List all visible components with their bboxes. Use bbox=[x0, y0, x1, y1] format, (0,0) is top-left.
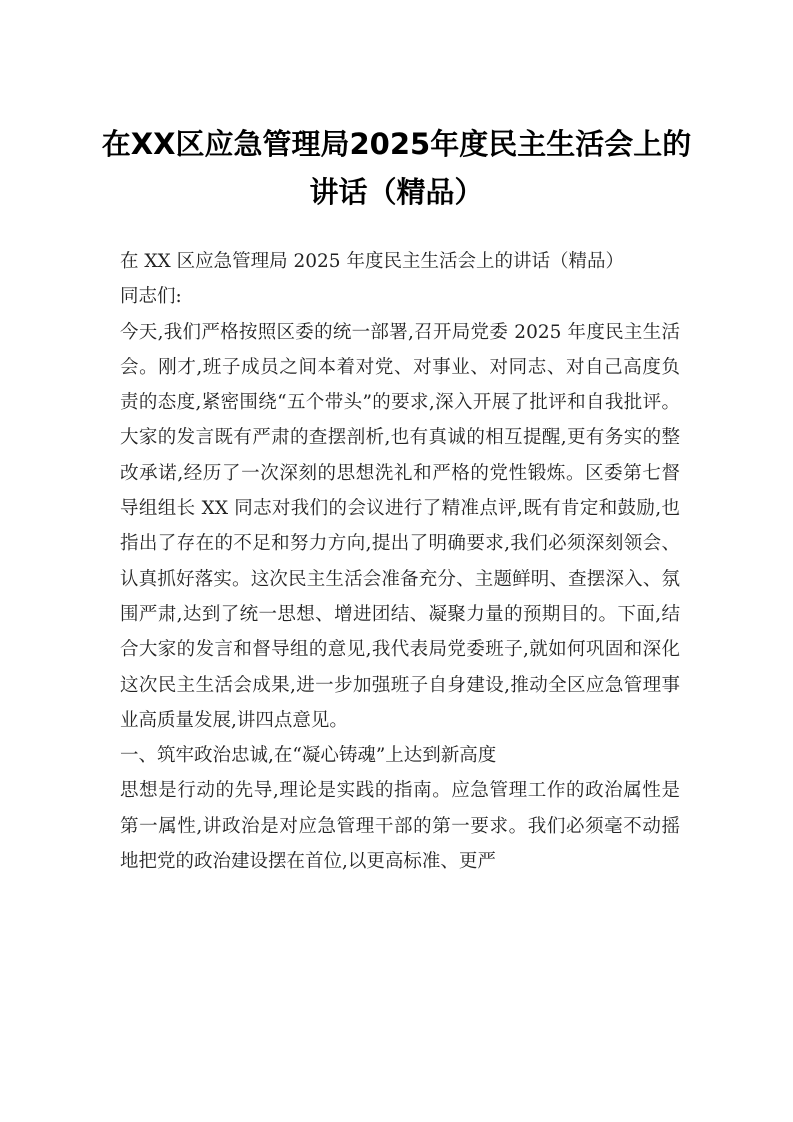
paragraph-section-1: 思想是行动的先导,理论是实践的指南。应急管理工作的政治属性是第一属性,讲政治是对应急管理干部的第一要求。我们必须毫不动摇地把党的政治建设摆在首位,以更高标准、更严 bbox=[120, 780, 680, 873]
paragraph-heading-repeat: 在 XX 区应急管理局 2025 年度民主生活会上的讲话（精品） bbox=[120, 251, 624, 272]
paragraph-salutation: 同志们: bbox=[120, 286, 182, 308]
section-heading-1: 一、筑牢政治忠诚,在“凝心铸魂”上达到新高度 bbox=[120, 745, 497, 767]
document-body bbox=[120, 244, 680, 879]
document-title: 在XX区应急管理局2025年度民主生活会上的讲话（精品） bbox=[101, 127, 692, 209]
paragraph-opening: 今天,我们严格按照区委的统一部署,召开局党委 2025 年度民主生活会。刚才,班子成员之间本着对党、对事业、对同志、对自己高度负责的态度,紧密围绕“五个带头”的要求,深入开展了批评和自我批评。大家的发言既有严肃的查摆剖析,也有真诚的相互提醒,更有务实的整改承诺,经历了一次深刻的思想洗礼和严格的党性锻炼。区委第七督导组组长 XX 同志对我们的会议进行了精准点评,既有肯定和鼓励,也指出了存在的不足和努力方向,提出了明确要求,我们必须深刻领会、认真抓好落实。这次民主生活会准备充分、主题鲜明、查摆深入、氛围严肃,达到了统一思想、增进团结、凝聚力量的预期目的。下面,结合大家的发言和督导组的意见,我代表局党委班子,就如何巩固和深化这次民主生活会成果,进一步加强班子自身建设,推动全区应急管理事业高质量发展,讲四点意见。 bbox=[120, 321, 680, 731]
